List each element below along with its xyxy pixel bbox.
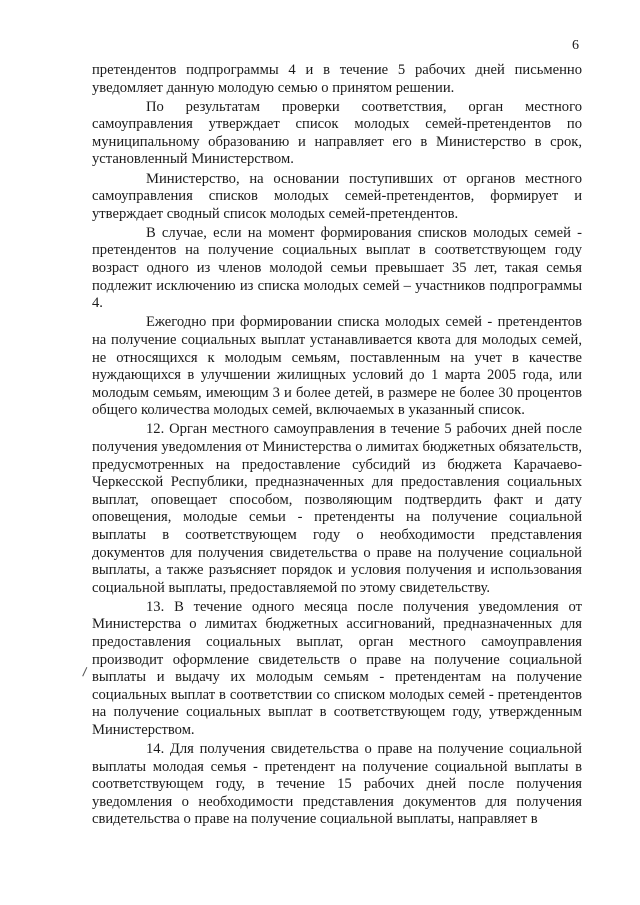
paragraph-item-12: 12. Орган местного самоуправления в течение 5 рабочих дней после получения уведомления от Министерства о лимитах бюджетных обязательств, предусмотренных на предоставление субсидий из бюджета Карачаево-Черкесской Республики, предназначенных для предоставления социальных выплат, оповещает способом, позволяющим подтвердить факт и дату оповещения, молодые семьи - претенденты на получение социальной выплаты в соответствующем году о необходимости представления документов для получения свидетельства о праве на получение социальной выплаты, а также разъясняет порядок и условия получения и использования социальной выплаты, предоставляемой по этому свидетельству. — [92, 421, 582, 596]
paragraph-item-14: 14. Для получения свидетельства о праве на получение социальной выплаты молодая семья - претендент на получение социальной выплаты в соответствующем году, в течение 15 рабочих дней после получения уведомления о необходимости представления документов для получения свидетельства о праве на получение социальной выплаты, направляет в — [92, 741, 582, 828]
document-body — [92, 62, 582, 831]
paragraph-verification-results: По результатам проверки соответствия, орган местного самоуправления утверждает список молодых семей-претендентов по муниципальному образованию и направляет его в Министерство в срок, установленный Министерством. — [92, 98, 582, 168]
paragraph-age-exclusion: В случае, если на момент формирования списков молодых семей - претендентов на получение социальных выплат в соответствующем году возраст одного из членов молодой семьи превышает 35 лет, такая семья подлежит исключению из списка молодых семей – участников подпрограммы 4. — [92, 224, 582, 312]
paragraph-continuation: претендентов подпрограммы 4 и в течение 5 рабочих дней письменно уведомляет данную молодую семью о принятом решении. — [92, 62, 582, 96]
paragraph-ministry-summary-list: Министерство, на основании поступивших от органов местного самоуправления списков молодых семей-претендентов, формирует и утверждает сводный список молодых семей-претендентов. — [92, 170, 582, 222]
paragraph-item-13: 13. В течение одного месяца после получения уведомления от Министерства о лимитах бюджетных ассигнований, предназначенных для предоставления социальных выплат, орган местного самоуправления производит оформление свидетельств о праве на получение социальной выплаты и выдачу их молодым семьям - претендентам на получение социальных выплат в соответствии со списком молодых семей - претендентов на получение социальных выплат в соответствующем году, утвержденным Министерством. — [92, 598, 582, 738]
page-number: 6 — [572, 38, 579, 53]
paragraph-annual-quota: Ежегодно при формировании списка молодых семей - претендентов на получение социальных выплат устанавливается квота для молодых семей, не относящихся к молодым семьям, поставленным на учет в качестве нуждающихся в улучшении жилищных условий до 1 марта 2005 года, или молодым семьям, имеющим 3 и более детей, в размере не более 30 процентов общего количества молодых семей, включаемых в указанный список. — [92, 314, 582, 419]
